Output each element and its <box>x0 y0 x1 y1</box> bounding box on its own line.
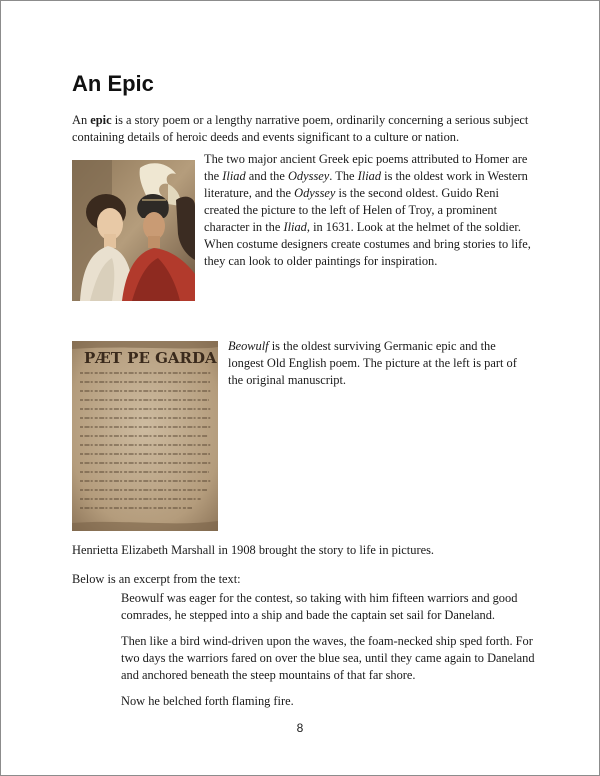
page-number: 8 <box>296 721 304 735</box>
homer-paragraph <box>204 151 536 270</box>
beowulf-paragraph <box>228 338 533 389</box>
intro-text-end: is a story poem or a lengthy narrative poem, ordinarily concerning a serious subject containing details of heroic deeds and events significant to a culture or nation. <box>72 113 529 144</box>
iliad-title: Iliad <box>357 169 382 183</box>
iliad-title: Iliad <box>283 220 307 234</box>
intro-term-epic: epic <box>90 113 112 127</box>
homer-text: . The <box>329 169 358 183</box>
iliad-title: Iliad <box>222 169 246 183</box>
beowulf-manuscript-image <box>72 341 218 531</box>
excerpt-paragraph: Now he belched forth flaming fire. <box>121 694 294 708</box>
excerpt-paragraph: Beowulf was eager for the contest, so taking with him fifteen warriors and good comrades, he stepped into a ship and bade the captain set sail for Daneland. <box>121 591 518 622</box>
homer-text: The two major ancient Greek epic poems attributed to Homer are the <box>204 152 528 183</box>
excerpt-paragraph: Then like a bird wind-driven upon the waves, the foam-necked ship sped forth. For two days the warriors fared on over the blue sea, until they came again to Daneland and anchored beneath the steep mountains of that far shore. <box>121 634 535 682</box>
intro-paragraph <box>72 112 537 146</box>
homer-text: is the second oldest. Guido Reni created the picture to the left of Helen of Troy, a prominent character in the <box>204 186 499 234</box>
odyssey-title: Odyssey <box>287 169 330 183</box>
homer-text: is the oldest work in Western literature, and the <box>204 169 528 200</box>
excerpt-block <box>121 590 537 719</box>
beowulf-text: is the oldest surviving Germanic epic and the longest Old English poem. The picture at the left is part of the original manuscript. <box>228 339 517 387</box>
helen-of-troy-painting <box>72 160 195 301</box>
page-title: An Epic <box>72 71 154 96</box>
marshall-paragraph: Henrietta Elizabeth Marshall in 1908 brought the story to life in pictures. <box>72 543 434 557</box>
manuscript-heading: PÆT PE GARDA <box>84 349 217 367</box>
excerpt-intro: Below is an excerpt from the text: <box>72 572 241 586</box>
homer-text: and the <box>245 169 288 183</box>
homer-text: , in 1631. Look at the helmet of the soldier. When costume designers create costumes and bring stories to life, they can look to older paintings for inspiration. <box>204 220 531 268</box>
intro-text-start: An <box>72 113 91 127</box>
odyssey-title: Odyssey <box>294 186 336 200</box>
beowulf-title: Beowulf <box>228 339 269 353</box>
